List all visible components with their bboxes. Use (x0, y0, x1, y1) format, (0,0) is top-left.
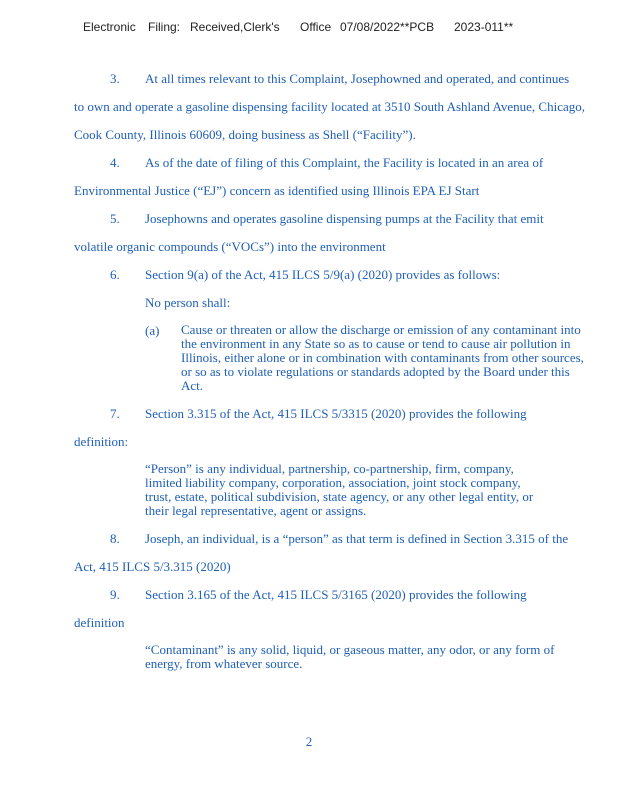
paragraph-number: 4. (110, 155, 120, 170)
paragraph-number: 3. (110, 71, 120, 86)
paragraph-6-line-1: Section 9(a) of the Act, 415 ILCS 5/9(a) (2020) provides as follows: (145, 267, 501, 282)
paragraph-4-line-2: Environmental Justice (“EJ”) concern as identified using Illinois EPA EJ Start (74, 183, 480, 198)
paragraph-4-line-1: As of the date of filing of this Complaint, the Facility is located in an area of (145, 155, 544, 170)
paragraph-7-line-2: definition: (74, 434, 129, 449)
paragraph-8-line-2: Act, 415 ILCS 5/3.315 (2020) (74, 559, 231, 574)
paragraph-6-sub-text: Cause or threaten or allow the discharge or emission of any contaminant into the environment in any State so as to cause or tend to cause air pollution in Illinois, either alone or in combination with contaminants from other sources, or so as to violate regulations or standards adopted by the Board under this Act. (181, 322, 584, 393)
header-electronic: Electronic (83, 20, 136, 34)
paragraph-6-intro: No person shall: (145, 295, 231, 310)
paragraph-number: 7. (110, 406, 120, 421)
paragraph-9-quote: “Contaminant” is any solid, liquid, or gaseous matter, any odor, or any form of energy, from whatever source. (145, 642, 555, 671)
paragraph-7-line-1: Section 3.315 of the Act, 415 ILCS 5/3315 (2020) provides the following (145, 406, 527, 421)
header-received: Received,Clerk's (190, 20, 280, 34)
paragraph-3-line-1: At all times relevant to this Complaint, Josephowned and operated, and continues (145, 71, 570, 86)
paragraph-9-line-1: Section 3.165 of the Act, 415 ILCS 5/3165 (2020) provides the following (145, 587, 527, 602)
paragraph-3-line-2: to own and operate a gasoline dispensing facility located at 3510 South Ashland Avenue, Chicago, (74, 99, 585, 114)
paragraph-8-line-1: Joseph, an individual, is a “person” as that term is defined in Section 3.315 of the (145, 531, 569, 546)
header-office: Office (300, 20, 332, 34)
header-filing: Filing: (148, 20, 181, 34)
page-number: 2 (305, 734, 313, 749)
paragraph-number: 5. (110, 211, 120, 226)
paragraph-5-line-1: Josephowns and operates gasoline dispensing pumps at the Facility that emit (145, 211, 544, 226)
paragraph-number: 6. (110, 267, 120, 282)
paragraph-number: 9. (110, 587, 120, 602)
paragraph-5-line-2: volatile organic compounds (“VOCs”) into the environment (74, 239, 386, 254)
paragraph-number: 8. (110, 531, 120, 546)
paragraph-9-line-2: definition (74, 615, 125, 630)
header-date: 07/08/2022**PCB (340, 20, 435, 34)
paragraph-7-quote: “Person” is any individual, partnership, co-partnership, firm, company, limited liability company, corporation, association, joint stock company, trust, estate, political subdivision, state agency, or any other legal entity, or their legal representative, agent or assigns. (145, 461, 534, 518)
paragraph-3-line-3: Cook County, Illinois 60609, doing business as Shell (“Facility”). (74, 127, 416, 142)
header-case: 2023-011** (454, 20, 514, 34)
paragraph-6-sub-label: (a) (145, 323, 160, 338)
